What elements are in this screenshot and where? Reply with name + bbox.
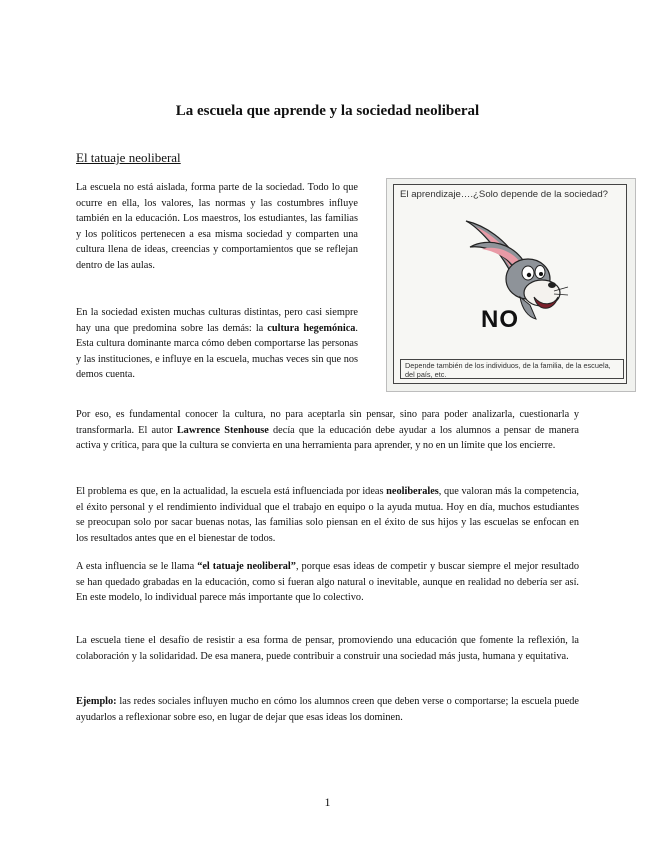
- paragraph-stenhouse: [76, 407, 579, 454]
- paragraph-text: La escuela no está aislada, forma parte de la sociedad. Todo lo que ocurre en ella, los valores, las normas y las costumbres influye también en la educación. Los maestros, los estudiantes, las familias y los políticos pertenecen a esa misma sociedad y comparten una cultura llena de ideas, creencias y comportamientos que se reflejan dentro de las aulas.: [76, 182, 358, 271]
- paragraph-tattoo: [76, 559, 579, 606]
- figure-image: [386, 178, 636, 392]
- paragraph-text: las redes sociales influyen mucho en cómo los alumnos creen que deben verse o comportarse; la escuela puede ayudarlos a reflexionar sobre eso, en lugar de dejar que esas ideas los dominen.: [76, 696, 579, 723]
- document-title: La escuela que aprende y la sociedad neoliberal: [175, 103, 480, 119]
- paragraph-challenge: [76, 633, 579, 664]
- paragraph-example: [76, 694, 579, 725]
- paragraph-text: El problema es que, en la actualidad, la escuela está influenciada por ideas: [76, 486, 387, 497]
- paragraph-text: , que valoran más la competencia, el éxito personal y el rendimiento individual que el trabajo en equipo o la ayuda mutua. Hoy en día, muchos estudiantes se preocupan solo por sacar buenas notas, las familias solo piensan en el éxito de sus hijos y las escuelas se enfocan en los resultados antes que en el bienestar de todos.: [76, 486, 580, 544]
- paragraph-hegemonic-culture: [76, 305, 358, 383]
- section-heading: El tatuaje neoliberal: [76, 150, 181, 165]
- page-number: 1: [324, 795, 331, 809]
- bold-term: Ejemplo:: [76, 696, 117, 707]
- bold-term: Lawrence Stenhouse: [176, 424, 269, 436]
- figure-frame: [393, 184, 627, 384]
- paragraph-text: , porque esas ideas de competir y buscar siempre el mejor resultado se han quedado grabadas en la educación, como si fueran algo natural o inevitable, aunque en realidad no debería ser así. En este modelo, lo individual parece más importante que lo colectivo.: [76, 561, 580, 604]
- figure-caption: Depende también de los individuos, de la familia, de la escuela, del país, etc.: [400, 359, 624, 379]
- figure-heading: El aprendizaje….¿Solo depende de la sociedad?: [400, 189, 609, 200]
- paragraph-text: La escuela tiene el desafío de resistir a esa forma de pensar, promoviendo una educación que fomente la reflexión, la colaboración y la solidaridad. De esa manera, puede contribuir a construir una sociedad más justa, humana y equitativa.: [76, 635, 579, 662]
- figure-no-label: NO: [481, 306, 519, 333]
- paragraph-text: En la sociedad existen muchas culturas distintas, pero casi siempre hay una que predomina sobre las demás: la: [76, 307, 358, 334]
- paragraph-society: [76, 180, 358, 274]
- paragraph-text: Por eso, es fundamental conocer la cultura, no para aceptarla sin pensar, sino para poder analizarla, cuestionarla y transformarla. El autor: [76, 409, 579, 436]
- bold-term: “el tatuaje neoliberal”: [197, 561, 296, 572]
- paragraph-text: A esta influencia se le llama: [76, 561, 198, 572]
- paragraph-text: . Esta cultura dominante marca cómo deben comportarse las personas y las instituciones, e influye en la escuela, muchas veces sin que nos demos cuenta.: [76, 322, 358, 381]
- paragraph-text: decía que la educación debe ayudar a los alumnos a pensar de manera activa y crítica, para que la cultura se convierta en una herramienta para aprender, y no en un límite que los encierre.: [76, 424, 579, 452]
- bold-term: cultura hegemónica: [267, 322, 356, 334]
- paragraph-neoliberal: [76, 484, 579, 546]
- bold-term: neoliberales: [386, 486, 439, 497]
